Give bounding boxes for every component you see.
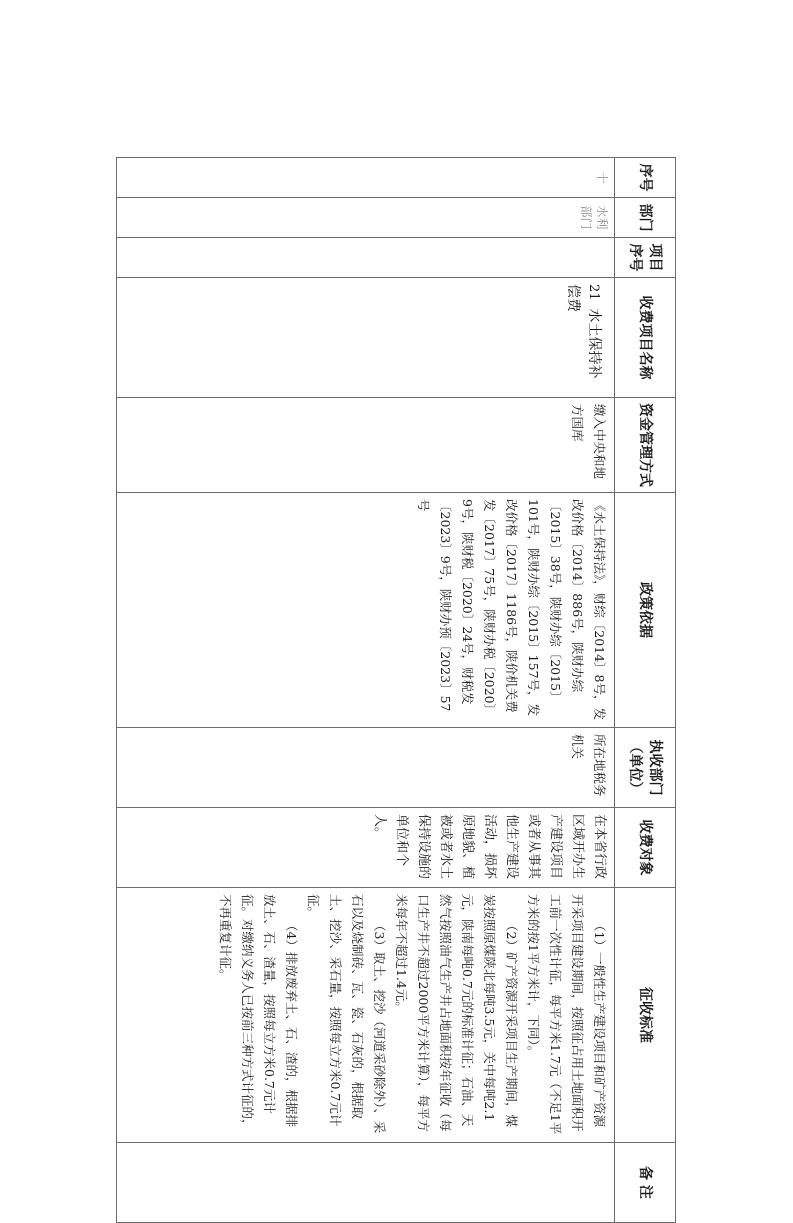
row-fee-name-cell <box>117 278 615 398</box>
table-row <box>117 158 615 1223</box>
standard-item-2: （2）矿产资源开采项目生产期间，煤炭按照原煤陕北每吨3.5元，关中每吨2.1元，陕南每吨0.7元的标准计征；石油、天然气按照油气生产井占地面积按年征收（每口生产井不超过2000平方米计算），每平方米每年不超过1.4元。 <box>394 894 519 1133</box>
row-item-seq <box>117 238 615 278</box>
row-standard <box>117 888 615 1143</box>
header-fee-name: 收费项目名称 <box>615 278 676 398</box>
header-target: 收费对象 <box>615 808 676 888</box>
header-seq: 序号 <box>615 158 676 198</box>
standard-item-4: （4）排放废弃土、石、渣的，根据排放土、石、渣量，按照每立方米0.7元计征。对缴纳义务人已按前三种方式计征的，不再重复计征。 <box>218 894 299 1132</box>
row-dept: 水利部门 <box>117 198 615 238</box>
header-standard: 征收标准 <box>615 888 676 1143</box>
header-remark: 备 注 <box>615 1143 676 1223</box>
standard-item-1: （1）一般性生产建设项目和矿产资源开采项目建设期间，按照征占用土地面积开工前一次性计征，每平方米1.7元（不足1平方米的按1平方米计，下同）。 <box>526 894 607 1135</box>
row-target: 在本省行政区域开办生产建设项目或者从事其他生产建设活动，损坏原地貌、植被或者水土保持设施的单位和个人。 <box>117 808 615 888</box>
header-policy: 政策依据 <box>615 493 676 728</box>
header-exec-dept: 执收部门（单位） <box>615 728 676 808</box>
row-seq: 十 <box>117 158 615 198</box>
standard-item-3: （3）取土、挖沙（河道采砂除外）、采石以及烧制砖、瓦、瓷、石灰的，根据取土、挖沙、采石量，按照每立方米0.7元计征。 <box>306 894 387 1134</box>
row-policy: 《水土保持法》，财综〔2014〕8号，发改价格〔2014〕886号，陕财办综〔2015〕38号，陕财办综〔2015〕101号，陕财办综〔2015〕157号，发改价格〔2017〕1186号，陕价机关费发〔2017〕75号，陕财办税〔2020〕9号，陕财税〔2020〕24号，财税发〔2023〕9号，陕财办预〔2023〕57号 <box>117 493 615 728</box>
fee-table <box>116 157 676 1223</box>
header-row <box>615 158 676 1223</box>
row-remark <box>117 1143 615 1223</box>
row-fee-name: 水土保持补偿费 <box>565 284 602 379</box>
header-fund-mgmt: 资金管理方式 <box>615 398 676 493</box>
row-fund-mgmt: 缴入中央和地方国库 <box>117 398 615 493</box>
fee-table-page <box>116 157 676 1199</box>
header-dept: 部门 <box>615 198 676 238</box>
header-item-seq: 项目序号 <box>615 238 676 278</box>
row-item-number: 21 <box>586 284 601 301</box>
row-exec-dept: 所在地税务机关 <box>117 728 615 808</box>
